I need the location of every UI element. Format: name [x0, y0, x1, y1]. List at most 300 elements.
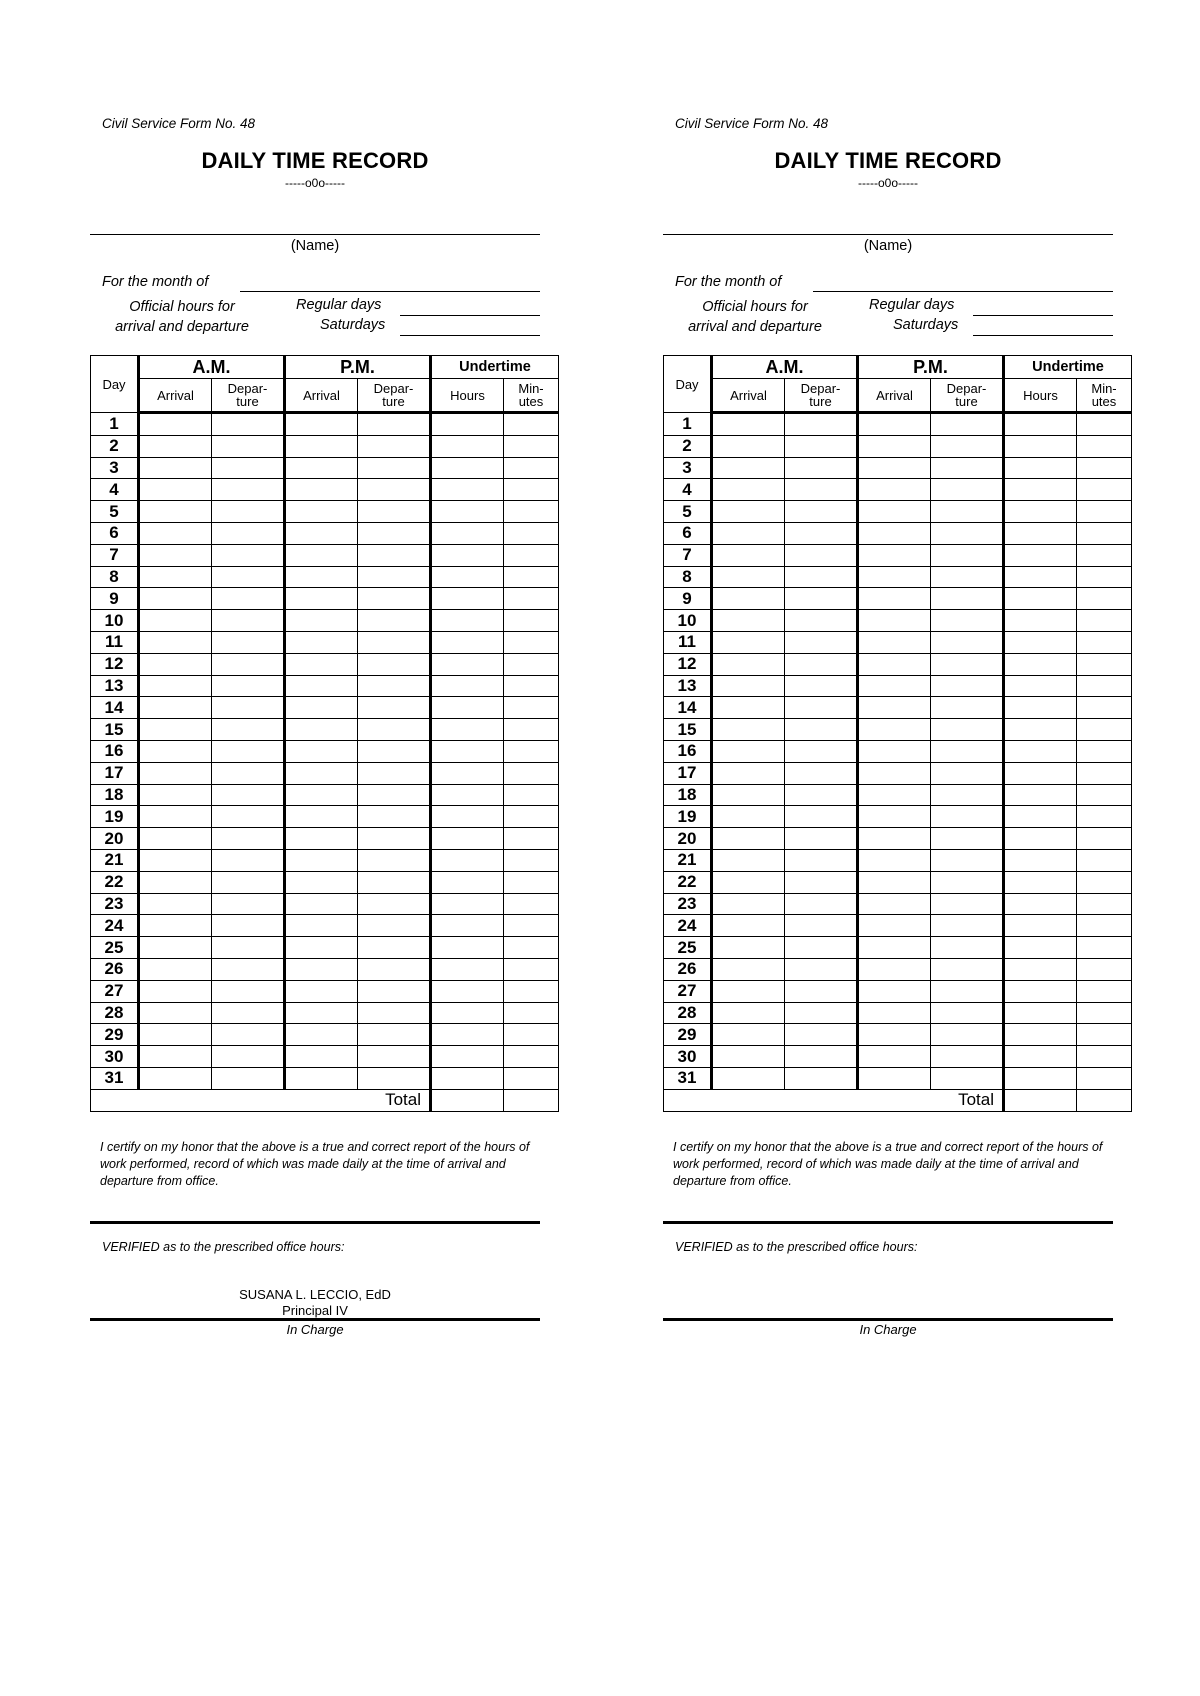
- am-departure-cell[interactable]: [212, 413, 285, 436]
- am-arrival-cell[interactable]: [139, 740, 212, 762]
- am-arrival-cell[interactable]: [712, 762, 785, 784]
- am-departure-cell[interactable]: [785, 1002, 858, 1024]
- pm-departure-cell[interactable]: [931, 719, 1004, 741]
- pm-departure-cell[interactable]: [358, 915, 431, 937]
- employee-signature-line[interactable]: [663, 1221, 1113, 1224]
- am-arrival-cell[interactable]: [139, 1024, 212, 1046]
- undertime-minutes-cell[interactable]: [1077, 893, 1132, 915]
- pm-arrival-cell[interactable]: [858, 479, 931, 501]
- am-arrival-cell[interactable]: [139, 501, 212, 523]
- pm-arrival-cell[interactable]: [285, 893, 358, 915]
- saturdays-field[interactable]: [400, 335, 540, 336]
- am-arrival-cell[interactable]: [139, 980, 212, 1002]
- undertime-hours-cell[interactable]: [1004, 653, 1077, 675]
- undertime-minutes-cell[interactable]: [504, 937, 559, 959]
- undertime-minutes-cell[interactable]: [1077, 762, 1132, 784]
- pm-arrival-cell[interactable]: [858, 937, 931, 959]
- undertime-minutes-cell[interactable]: [1077, 1002, 1132, 1024]
- pm-departure-cell[interactable]: [931, 631, 1004, 653]
- undertime-hours-cell[interactable]: [431, 544, 504, 566]
- am-arrival-cell[interactable]: [712, 566, 785, 588]
- total-minutes-cell[interactable]: [1077, 1089, 1132, 1111]
- pm-arrival-cell[interactable]: [285, 1067, 358, 1089]
- undertime-hours-cell[interactable]: [1004, 697, 1077, 719]
- in-charge-signature-line[interactable]: [90, 1318, 540, 1321]
- pm-departure-cell[interactable]: [358, 479, 431, 501]
- saturdays-field[interactable]: [973, 335, 1113, 336]
- pm-departure-cell[interactable]: [358, 893, 431, 915]
- undertime-minutes-cell[interactable]: [504, 566, 559, 588]
- am-arrival-cell[interactable]: [712, 1002, 785, 1024]
- am-arrival-cell[interactable]: [139, 544, 212, 566]
- undertime-hours-cell[interactable]: [431, 980, 504, 1002]
- undertime-minutes-cell[interactable]: [504, 828, 559, 850]
- undertime-minutes-cell[interactable]: [1077, 522, 1132, 544]
- am-arrival-cell[interactable]: [712, 849, 785, 871]
- am-arrival-cell[interactable]: [712, 828, 785, 850]
- am-departure-cell[interactable]: [212, 784, 285, 806]
- undertime-hours-cell[interactable]: [431, 435, 504, 457]
- undertime-minutes-cell[interactable]: [1077, 719, 1132, 741]
- am-arrival-cell[interactable]: [139, 566, 212, 588]
- pm-departure-cell[interactable]: [358, 719, 431, 741]
- pm-arrival-cell[interactable]: [285, 653, 358, 675]
- undertime-minutes-cell[interactable]: [1077, 413, 1132, 436]
- pm-arrival-cell[interactable]: [285, 1002, 358, 1024]
- am-arrival-cell[interactable]: [712, 588, 785, 610]
- in-charge-signature-line[interactable]: [663, 1318, 1113, 1321]
- undertime-hours-cell[interactable]: [1004, 762, 1077, 784]
- pm-departure-cell[interactable]: [358, 566, 431, 588]
- am-departure-cell[interactable]: [212, 740, 285, 762]
- undertime-hours-cell[interactable]: [1004, 479, 1077, 501]
- am-arrival-cell[interactable]: [712, 435, 785, 457]
- pm-arrival-cell[interactable]: [858, 610, 931, 632]
- pm-departure-cell[interactable]: [358, 631, 431, 653]
- am-departure-cell[interactable]: [212, 980, 285, 1002]
- undertime-hours-cell[interactable]: [1004, 784, 1077, 806]
- am-arrival-cell[interactable]: [712, 457, 785, 479]
- undertime-hours-cell[interactable]: [431, 915, 504, 937]
- pm-departure-cell[interactable]: [358, 544, 431, 566]
- undertime-hours-cell[interactable]: [1004, 588, 1077, 610]
- undertime-minutes-cell[interactable]: [504, 958, 559, 980]
- am-arrival-cell[interactable]: [712, 980, 785, 1002]
- pm-departure-cell[interactable]: [358, 937, 431, 959]
- am-departure-cell[interactable]: [785, 958, 858, 980]
- am-arrival-cell[interactable]: [139, 435, 212, 457]
- undertime-minutes-cell[interactable]: [1077, 937, 1132, 959]
- undertime-hours-cell[interactable]: [431, 806, 504, 828]
- am-arrival-cell[interactable]: [139, 1002, 212, 1024]
- pm-arrival-cell[interactable]: [285, 610, 358, 632]
- pm-arrival-cell[interactable]: [858, 719, 931, 741]
- undertime-hours-cell[interactable]: [431, 1067, 504, 1089]
- am-arrival-cell[interactable]: [139, 871, 212, 893]
- undertime-hours-cell[interactable]: [1004, 631, 1077, 653]
- pm-arrival-cell[interactable]: [858, 740, 931, 762]
- am-departure-cell[interactable]: [212, 937, 285, 959]
- pm-arrival-cell[interactable]: [858, 522, 931, 544]
- am-arrival-cell[interactable]: [712, 937, 785, 959]
- undertime-minutes-cell[interactable]: [504, 1067, 559, 1089]
- am-departure-cell[interactable]: [785, 501, 858, 523]
- pm-arrival-cell[interactable]: [858, 501, 931, 523]
- am-departure-cell[interactable]: [785, 740, 858, 762]
- undertime-minutes-cell[interactable]: [1077, 915, 1132, 937]
- undertime-minutes-cell[interactable]: [1077, 871, 1132, 893]
- pm-arrival-cell[interactable]: [858, 675, 931, 697]
- undertime-minutes-cell[interactable]: [504, 697, 559, 719]
- pm-departure-cell[interactable]: [358, 675, 431, 697]
- month-field[interactable]: [240, 291, 540, 292]
- pm-arrival-cell[interactable]: [858, 871, 931, 893]
- pm-departure-cell[interactable]: [358, 784, 431, 806]
- pm-arrival-cell[interactable]: [285, 435, 358, 457]
- pm-departure-cell[interactable]: [358, 1067, 431, 1089]
- undertime-minutes-cell[interactable]: [504, 915, 559, 937]
- am-departure-cell[interactable]: [212, 915, 285, 937]
- undertime-hours-cell[interactable]: [1004, 915, 1077, 937]
- undertime-hours-cell[interactable]: [431, 522, 504, 544]
- pm-departure-cell[interactable]: [931, 1024, 1004, 1046]
- am-departure-cell[interactable]: [785, 719, 858, 741]
- am-departure-cell[interactable]: [785, 828, 858, 850]
- am-departure-cell[interactable]: [212, 588, 285, 610]
- undertime-hours-cell[interactable]: [1004, 1024, 1077, 1046]
- am-arrival-cell[interactable]: [712, 631, 785, 653]
- undertime-hours-cell[interactable]: [1004, 457, 1077, 479]
- am-departure-cell[interactable]: [212, 697, 285, 719]
- pm-departure-cell[interactable]: [358, 1002, 431, 1024]
- undertime-minutes-cell[interactable]: [1077, 740, 1132, 762]
- am-arrival-cell[interactable]: [139, 1046, 212, 1068]
- undertime-minutes-cell[interactable]: [504, 849, 559, 871]
- am-departure-cell[interactable]: [785, 849, 858, 871]
- pm-departure-cell[interactable]: [931, 544, 1004, 566]
- pm-arrival-cell[interactable]: [858, 1067, 931, 1089]
- am-departure-cell[interactable]: [212, 457, 285, 479]
- am-departure-cell[interactable]: [212, 762, 285, 784]
- am-departure-cell[interactable]: [212, 522, 285, 544]
- undertime-hours-cell[interactable]: [431, 1002, 504, 1024]
- undertime-hours-cell[interactable]: [1004, 413, 1077, 436]
- am-arrival-cell[interactable]: [712, 544, 785, 566]
- am-departure-cell[interactable]: [212, 544, 285, 566]
- pm-arrival-cell[interactable]: [285, 871, 358, 893]
- undertime-hours-cell[interactable]: [1004, 893, 1077, 915]
- am-departure-cell[interactable]: [785, 675, 858, 697]
- pm-departure-cell[interactable]: [931, 893, 1004, 915]
- pm-departure-cell[interactable]: [931, 653, 1004, 675]
- undertime-hours-cell[interactable]: [1004, 719, 1077, 741]
- pm-departure-cell[interactable]: [358, 413, 431, 436]
- undertime-minutes-cell[interactable]: [1077, 849, 1132, 871]
- am-departure-cell[interactable]: [212, 1024, 285, 1046]
- am-arrival-cell[interactable]: [712, 871, 785, 893]
- pm-arrival-cell[interactable]: [285, 413, 358, 436]
- pm-arrival-cell[interactable]: [285, 784, 358, 806]
- am-departure-cell[interactable]: [785, 697, 858, 719]
- pm-arrival-cell[interactable]: [858, 806, 931, 828]
- am-departure-cell[interactable]: [212, 1002, 285, 1024]
- undertime-hours-cell[interactable]: [1004, 1067, 1077, 1089]
- undertime-hours-cell[interactable]: [431, 697, 504, 719]
- pm-arrival-cell[interactable]: [285, 1024, 358, 1046]
- pm-arrival-cell[interactable]: [858, 544, 931, 566]
- undertime-minutes-cell[interactable]: [1077, 675, 1132, 697]
- undertime-minutes-cell[interactable]: [504, 806, 559, 828]
- am-departure-cell[interactable]: [212, 1067, 285, 1089]
- undertime-minutes-cell[interactable]: [504, 544, 559, 566]
- am-departure-cell[interactable]: [785, 631, 858, 653]
- pm-arrival-cell[interactable]: [858, 893, 931, 915]
- pm-arrival-cell[interactable]: [285, 544, 358, 566]
- am-arrival-cell[interactable]: [139, 522, 212, 544]
- am-departure-cell[interactable]: [212, 435, 285, 457]
- am-departure-cell[interactable]: [785, 980, 858, 1002]
- pm-departure-cell[interactable]: [358, 958, 431, 980]
- am-arrival-cell[interactable]: [712, 697, 785, 719]
- undertime-hours-cell[interactable]: [1004, 980, 1077, 1002]
- pm-departure-cell[interactable]: [931, 566, 1004, 588]
- pm-arrival-cell[interactable]: [858, 828, 931, 850]
- am-arrival-cell[interactable]: [139, 893, 212, 915]
- undertime-hours-cell[interactable]: [1004, 1002, 1077, 1024]
- am-arrival-cell[interactable]: [139, 588, 212, 610]
- pm-departure-cell[interactable]: [931, 413, 1004, 436]
- am-departure-cell[interactable]: [785, 588, 858, 610]
- am-arrival-cell[interactable]: [712, 653, 785, 675]
- am-arrival-cell[interactable]: [712, 675, 785, 697]
- am-departure-cell[interactable]: [785, 544, 858, 566]
- pm-departure-cell[interactable]: [931, 435, 1004, 457]
- pm-departure-cell[interactable]: [358, 697, 431, 719]
- pm-departure-cell[interactable]: [931, 501, 1004, 523]
- pm-arrival-cell[interactable]: [858, 762, 931, 784]
- am-departure-cell[interactable]: [785, 806, 858, 828]
- undertime-minutes-cell[interactable]: [1077, 980, 1132, 1002]
- undertime-minutes-cell[interactable]: [504, 893, 559, 915]
- month-field[interactable]: [813, 291, 1113, 292]
- undertime-hours-cell[interactable]: [431, 653, 504, 675]
- undertime-minutes-cell[interactable]: [1077, 653, 1132, 675]
- undertime-minutes-cell[interactable]: [504, 1046, 559, 1068]
- pm-departure-cell[interactable]: [931, 915, 1004, 937]
- undertime-hours-cell[interactable]: [1004, 435, 1077, 457]
- pm-arrival-cell[interactable]: [285, 937, 358, 959]
- undertime-hours-cell[interactable]: [1004, 501, 1077, 523]
- am-arrival-cell[interactable]: [712, 1046, 785, 1068]
- undertime-hours-cell[interactable]: [431, 828, 504, 850]
- am-departure-cell[interactable]: [212, 675, 285, 697]
- name-field[interactable]: [663, 234, 1113, 235]
- pm-arrival-cell[interactable]: [858, 457, 931, 479]
- pm-arrival-cell[interactable]: [858, 697, 931, 719]
- pm-arrival-cell[interactable]: [285, 697, 358, 719]
- am-departure-cell[interactable]: [785, 413, 858, 436]
- undertime-hours-cell[interactable]: [431, 457, 504, 479]
- undertime-minutes-cell[interactable]: [504, 1024, 559, 1046]
- undertime-minutes-cell[interactable]: [504, 653, 559, 675]
- am-arrival-cell[interactable]: [139, 828, 212, 850]
- undertime-hours-cell[interactable]: [1004, 675, 1077, 697]
- am-departure-cell[interactable]: [212, 828, 285, 850]
- pm-arrival-cell[interactable]: [858, 915, 931, 937]
- undertime-minutes-cell[interactable]: [1077, 1024, 1132, 1046]
- pm-arrival-cell[interactable]: [858, 1002, 931, 1024]
- pm-arrival-cell[interactable]: [285, 588, 358, 610]
- undertime-minutes-cell[interactable]: [1077, 588, 1132, 610]
- pm-departure-cell[interactable]: [931, 980, 1004, 1002]
- name-field[interactable]: [90, 234, 540, 235]
- undertime-minutes-cell[interactable]: [1077, 697, 1132, 719]
- am-arrival-cell[interactable]: [712, 719, 785, 741]
- pm-departure-cell[interactable]: [358, 610, 431, 632]
- am-departure-cell[interactable]: [212, 631, 285, 653]
- am-arrival-cell[interactable]: [139, 610, 212, 632]
- am-departure-cell[interactable]: [212, 958, 285, 980]
- pm-arrival-cell[interactable]: [285, 457, 358, 479]
- pm-departure-cell[interactable]: [358, 501, 431, 523]
- undertime-hours-cell[interactable]: [1004, 610, 1077, 632]
- pm-departure-cell[interactable]: [358, 828, 431, 850]
- pm-arrival-cell[interactable]: [285, 566, 358, 588]
- pm-departure-cell[interactable]: [931, 522, 1004, 544]
- am-departure-cell[interactable]: [212, 610, 285, 632]
- pm-departure-cell[interactable]: [931, 675, 1004, 697]
- am-arrival-cell[interactable]: [712, 915, 785, 937]
- am-departure-cell[interactable]: [785, 522, 858, 544]
- undertime-minutes-cell[interactable]: [1077, 435, 1132, 457]
- undertime-minutes-cell[interactable]: [1077, 610, 1132, 632]
- pm-departure-cell[interactable]: [931, 1046, 1004, 1068]
- am-arrival-cell[interactable]: [712, 1024, 785, 1046]
- pm-departure-cell[interactable]: [931, 784, 1004, 806]
- undertime-minutes-cell[interactable]: [504, 631, 559, 653]
- undertime-minutes-cell[interactable]: [504, 435, 559, 457]
- pm-departure-cell[interactable]: [931, 588, 1004, 610]
- total-hours-cell[interactable]: [1004, 1089, 1077, 1111]
- undertime-hours-cell[interactable]: [1004, 849, 1077, 871]
- am-departure-cell[interactable]: [785, 566, 858, 588]
- undertime-minutes-cell[interactable]: [504, 479, 559, 501]
- am-arrival-cell[interactable]: [712, 1067, 785, 1089]
- am-departure-cell[interactable]: [785, 762, 858, 784]
- regular-days-field[interactable]: [973, 315, 1113, 316]
- am-departure-cell[interactable]: [212, 501, 285, 523]
- undertime-hours-cell[interactable]: [1004, 958, 1077, 980]
- am-arrival-cell[interactable]: [139, 697, 212, 719]
- undertime-minutes-cell[interactable]: [504, 762, 559, 784]
- undertime-minutes-cell[interactable]: [504, 740, 559, 762]
- am-arrival-cell[interactable]: [139, 719, 212, 741]
- am-departure-cell[interactable]: [212, 893, 285, 915]
- undertime-minutes-cell[interactable]: [1077, 828, 1132, 850]
- am-departure-cell[interactable]: [785, 1046, 858, 1068]
- am-departure-cell[interactable]: [785, 610, 858, 632]
- pm-arrival-cell[interactable]: [285, 849, 358, 871]
- am-arrival-cell[interactable]: [139, 915, 212, 937]
- am-departure-cell[interactable]: [785, 937, 858, 959]
- pm-departure-cell[interactable]: [931, 1067, 1004, 1089]
- pm-departure-cell[interactable]: [358, 457, 431, 479]
- am-arrival-cell[interactable]: [139, 413, 212, 436]
- undertime-minutes-cell[interactable]: [1077, 958, 1132, 980]
- pm-departure-cell[interactable]: [358, 588, 431, 610]
- pm-arrival-cell[interactable]: [285, 762, 358, 784]
- undertime-hours-cell[interactable]: [1004, 806, 1077, 828]
- undertime-hours-cell[interactable]: [1004, 740, 1077, 762]
- pm-departure-cell[interactable]: [931, 762, 1004, 784]
- undertime-hours-cell[interactable]: [431, 1024, 504, 1046]
- am-arrival-cell[interactable]: [712, 958, 785, 980]
- pm-arrival-cell[interactable]: [285, 740, 358, 762]
- undertime-minutes-cell[interactable]: [504, 871, 559, 893]
- am-departure-cell[interactable]: [785, 653, 858, 675]
- pm-arrival-cell[interactable]: [858, 849, 931, 871]
- pm-departure-cell[interactable]: [358, 653, 431, 675]
- am-arrival-cell[interactable]: [712, 522, 785, 544]
- pm-arrival-cell[interactable]: [858, 413, 931, 436]
- pm-arrival-cell[interactable]: [285, 501, 358, 523]
- undertime-minutes-cell[interactable]: [504, 522, 559, 544]
- pm-arrival-cell[interactable]: [285, 1046, 358, 1068]
- am-departure-cell[interactable]: [212, 806, 285, 828]
- pm-arrival-cell[interactable]: [285, 631, 358, 653]
- undertime-minutes-cell[interactable]: [504, 719, 559, 741]
- pm-arrival-cell[interactable]: [858, 631, 931, 653]
- undertime-minutes-cell[interactable]: [1077, 806, 1132, 828]
- undertime-minutes-cell[interactable]: [504, 980, 559, 1002]
- undertime-minutes-cell[interactable]: [504, 1002, 559, 1024]
- am-departure-cell[interactable]: [785, 457, 858, 479]
- am-arrival-cell[interactable]: [712, 784, 785, 806]
- undertime-hours-cell[interactable]: [431, 937, 504, 959]
- pm-arrival-cell[interactable]: [285, 958, 358, 980]
- am-arrival-cell[interactable]: [712, 740, 785, 762]
- pm-arrival-cell[interactable]: [285, 806, 358, 828]
- pm-departure-cell[interactable]: [931, 1002, 1004, 1024]
- pm-departure-cell[interactable]: [358, 849, 431, 871]
- am-arrival-cell[interactable]: [139, 675, 212, 697]
- am-departure-cell[interactable]: [212, 566, 285, 588]
- am-arrival-cell[interactable]: [139, 849, 212, 871]
- pm-departure-cell[interactable]: [931, 828, 1004, 850]
- undertime-hours-cell[interactable]: [431, 740, 504, 762]
- pm-departure-cell[interactable]: [358, 762, 431, 784]
- undertime-hours-cell[interactable]: [1004, 1046, 1077, 1068]
- pm-arrival-cell[interactable]: [858, 653, 931, 675]
- undertime-minutes-cell[interactable]: [1077, 1067, 1132, 1089]
- undertime-hours-cell[interactable]: [431, 958, 504, 980]
- undertime-minutes-cell[interactable]: [1077, 566, 1132, 588]
- undertime-hours-cell[interactable]: [431, 501, 504, 523]
- undertime-hours-cell[interactable]: [1004, 828, 1077, 850]
- am-departure-cell[interactable]: [212, 1046, 285, 1068]
- am-arrival-cell[interactable]: [139, 457, 212, 479]
- am-departure-cell[interactable]: [785, 479, 858, 501]
- undertime-minutes-cell[interactable]: [504, 457, 559, 479]
- undertime-hours-cell[interactable]: [431, 631, 504, 653]
- pm-arrival-cell[interactable]: [285, 828, 358, 850]
- am-arrival-cell[interactable]: [712, 806, 785, 828]
- am-arrival-cell[interactable]: [139, 937, 212, 959]
- am-departure-cell[interactable]: [785, 1024, 858, 1046]
- am-departure-cell[interactable]: [785, 435, 858, 457]
- undertime-hours-cell[interactable]: [431, 849, 504, 871]
- undertime-hours-cell[interactable]: [431, 784, 504, 806]
